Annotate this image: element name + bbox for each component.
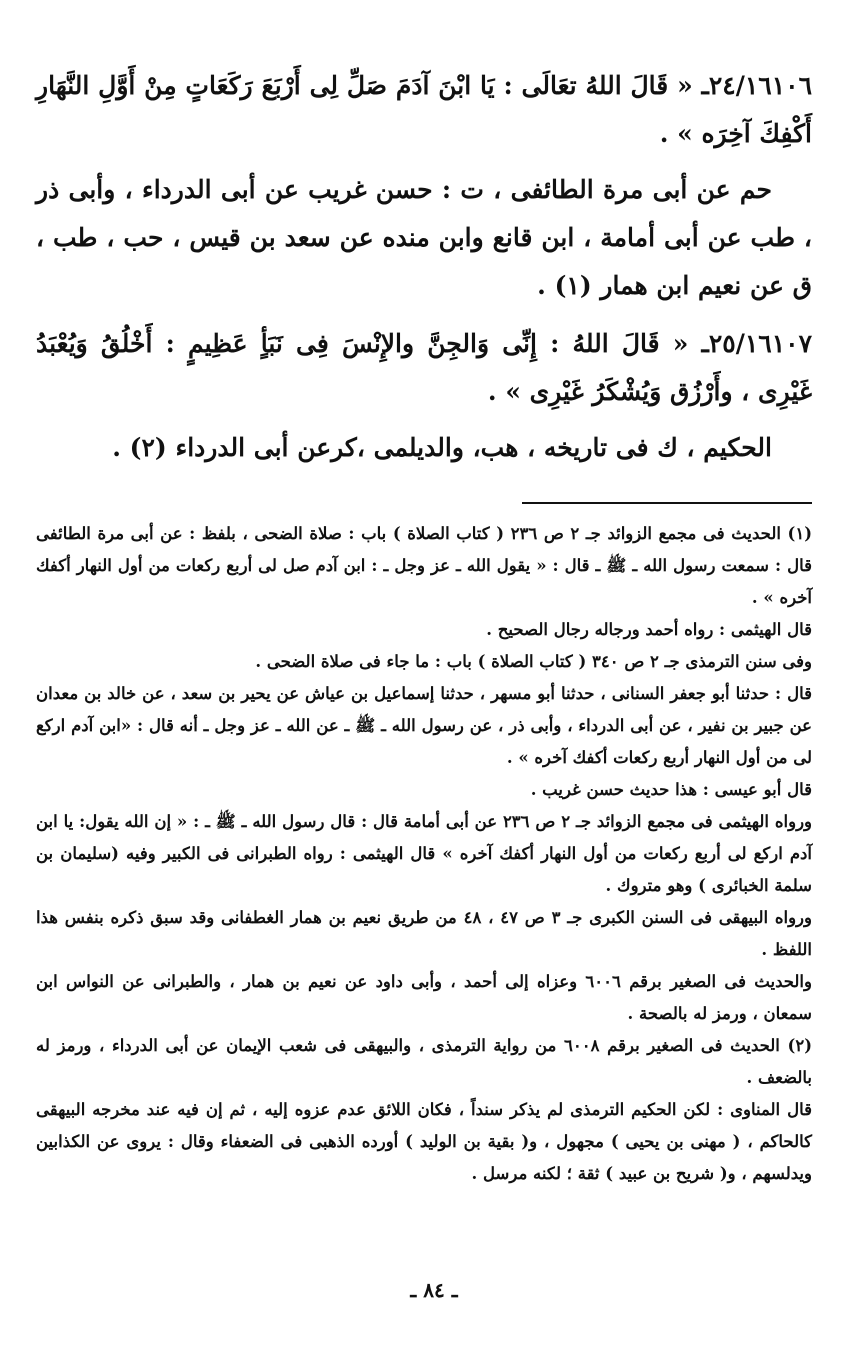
footnote-1: (١) الحديث فى مجمع الزوائد جـ ٢ ص ٢٣٦ ( كتاب الصلاة ) باب : صلاة الضحى ، بلفظ : عن أبى مرة الطائفى قال : سمعت رسول الله ـ ﷺ ـ قال : « يقول الله ـ عز وجل ـ : ابن آدم صل لى أربع ركعات من أول النهار أكفك آخره » .	[36, 524, 813, 607]
footnote-1-paragraph: ورواه البيهقى فى السنن الكبرى جـ ٣ ص ٤٧ ، ٤٨ من طريق نعيم بن همار الغطفانى وقد سبق ذكره بنفس هذا اللفظ .	[36, 908, 812, 959]
footnote-1-paragraph: قال الهيثمى : رواه أحمد ورجاله رجال الصحيح .	[486, 620, 812, 639]
hadith-16106: ٢٤/١٦١٠٦ـ « قَالَ اللهُ تعَالَى : يَا ابْنَ آدَمَ صَلِّ لِى أَرْبَعَ رَكَعَاتٍ مِنْ أَوَّلِ النَّهَارِ أَكْفِكَ آخِرَه » .	[36, 71, 812, 148]
footnote-1-paragraph: ورواه الهيثمى فى مجمع الزوائد جـ ٢ ص ٢٣٦ عن أبى أمامة قال : قال رسول الله ـ ﷺ ـ : « إن الله يقول: يا ابن آدم اركع لى أربع ركعات من أول النهار أكفك آخره » قال الهيثمى : رواه الطبرانى فى الكبير وفيه (سليمان بن سلمة الخبائرى ) وهو متروك .	[36, 812, 813, 895]
hadith-16107: ٢٥/١٦١٠٧ـ « قَالَ اللهُ : إِنِّى وَالجِنَّ والإِنْسَ فِى نَبَأٍ عَظِيمٍ : أَخْلُقُ وَيُعْبَدُ غَيْرِى ، وأَرْزُق وَيُشْكَرُ غَيْرِى » .	[36, 329, 812, 406]
hadith-16107-sources: الحكيم ، ك فى تاريخه ، هب، والديلمى ،كرعن أبى الدرداء (٢) .	[112, 433, 772, 462]
footnote-2-paragraph: قال المناوى : لكن الحكيم الترمذى لم يذكر سنداً ، فكان اللائق عدم عزوه إليه ، ثم إن فيه عند مخرجه البيهقى كالحاكم ، ( مهنى بن يحيى ) مجهول ، و( بقية بن الوليد ) أورده الذهبى فى الضعفاء وقال : يروى عن الكذابين ويدلسهم ، و( شريح بن عبيد ) ثقة ؛ لكنه مرسل .	[36, 1100, 812, 1183]
footnote-1-paragraph: قال أبو عيسى : هذا حديث حسن غريب .	[530, 780, 812, 799]
footnote-1-paragraph: قال : حدثنا أبو جعفر السنانى ، حدثنا أبو مسهر ، حدثنا إسماعيل بن عياش عن يحير بن سعد ، عن خالد بن معدان عن جبير بن نفير ، عن أبى الدرداء ، وأبى ذر ، عن رسول الله ـ ﷺ ـ عن الله ـ عز وجل ـ أنه قال : «ابن آدم اركع لى من أول النهار أربع ركعات أكفك آخره » .	[36, 684, 812, 767]
footnote-1-paragraph: والحديث فى الصغير برقم ٦٠٠٦ وعزاه إلى أحمد ، وأبى داود عن نعيم بن همار ، والطبرانى عن النواس ابن سمعان ، ورمز له بالصحة .	[36, 972, 812, 1023]
document-page	[36, 62, 812, 1190]
footnote-1-paragraph: وفى سنن الترمذى جـ ٢ ص ٣٤٠ ( كتاب الصلاة ) باب : ما جاء فى صلاة الضحى .	[255, 652, 812, 671]
footnote-2: (٢) الحديث فى الصغير برقم ٦٠٠٨ من رواية الترمذى ، والبيهقى فى شعب الإيمان عن أبى الدرداء ، ورمز له بالضعف .	[36, 1036, 812, 1087]
hadith-16106-sources: حم عن أبى مرة الطائفى ، ت : حسن غريب عن أبى الدرداء ، وأبى ذر ، طب عن أبى أمامة ، ابن قانع وابن منده عن سعد بن قيس ، حب ، طب ، ق عن نعيم ابن همار (١) .	[36, 175, 812, 300]
page-number: ـ ٨٤ ـ	[410, 1278, 458, 1302]
footnotes	[36, 518, 812, 1190]
main-text	[36, 62, 812, 472]
footnote-divider	[522, 502, 812, 504]
